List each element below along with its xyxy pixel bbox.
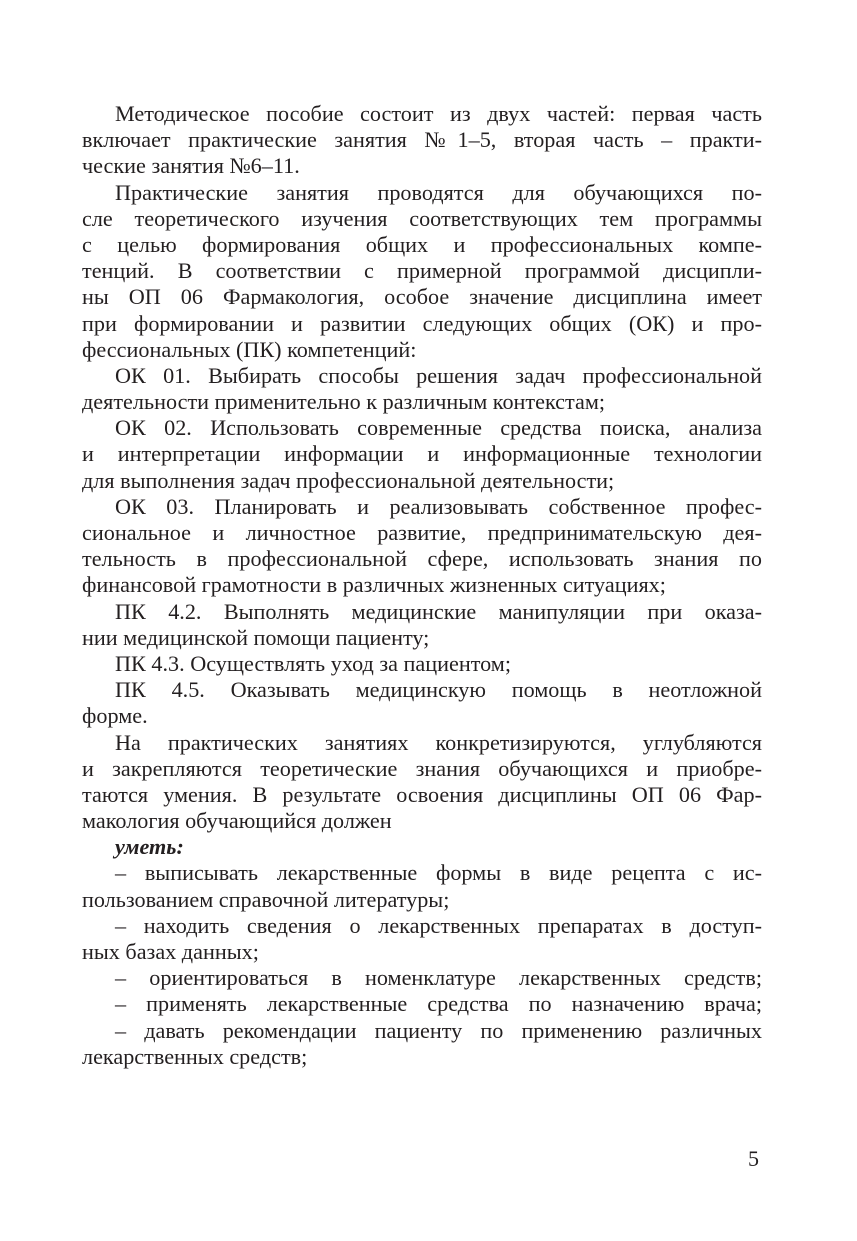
text-line: сиональное и личностное развитие, предпринимательскую дея- xyxy=(82,520,762,545)
text-line: тельность в профессиональной сфере, использовать знания по xyxy=(82,546,762,572)
text-line: – ориентироваться в номенклатуре лекарственных средств; xyxy=(115,965,762,991)
page-number: 5 xyxy=(748,1146,759,1171)
text-line: с целью формирования общих и профессиональных компе- xyxy=(82,231,762,257)
text-line: – применять лекарственные средства по назначению врача; xyxy=(115,991,762,1017)
text-line: ПК 4.3. Осуществлять уход за пациентом; xyxy=(115,650,511,676)
text-line: ПК 4.5. Оказывать медицинскую помощь в неотложной xyxy=(115,677,762,703)
text-line: лекарственных средств; xyxy=(82,1043,308,1069)
text-line: ОК 03. Планировать и реализовывать собственное профес- xyxy=(115,493,762,519)
text-line: ОК 01. Выбирать способы решения задач профессиональной xyxy=(115,362,762,388)
text-line: ны ОП 06 Фармакология, особое значение дисциплина имеет xyxy=(82,284,762,310)
text-line: нии медицинской помощи пациенту; xyxy=(82,624,430,650)
text-line: ных базах данных; xyxy=(82,939,259,964)
text-line: ческие занятия №6–11. xyxy=(82,153,300,179)
text-line: тенций. В соответствии с примерной программой дисципли- xyxy=(82,258,762,284)
text-line: – находить сведения о лекарственных препаратах в доступ- xyxy=(115,912,762,938)
text-line: включает практические занятия №1–5, вторая часть – практи- xyxy=(82,127,762,153)
text-line: Методическое пособие состоит из двух частей: первая часть xyxy=(115,101,762,126)
text-line: макология обучающийся должен xyxy=(82,808,392,834)
text-line: таются умения. В результате освоения дисциплины ОП 06 Фар- xyxy=(82,781,762,807)
text-line: – давать рекомендации пациенту по применению различных xyxy=(115,1017,762,1043)
section-heading: уметь: xyxy=(115,834,184,860)
text-line: ОК 02. Использовать современные средства поиска, анализа xyxy=(115,415,762,441)
text-line: при формировании и развитии следующих общих (ОК) и про- xyxy=(82,310,762,336)
text-line: финансовой грамотности в различных жизненных ситуациях; xyxy=(82,572,666,598)
text-line: и интерпретации информации и информационные технологии xyxy=(82,441,762,467)
text-line: для выполнения задач профессиональной деятельности; xyxy=(82,467,615,493)
text-line: деятельности применительно к различным контекстам; xyxy=(82,389,606,415)
page-text xyxy=(82,101,762,1070)
text-line: – выписывать лекарственные формы в виде рецепта с ис- xyxy=(115,860,762,886)
text-line: сле теоретического изучения соответствующих тем программы xyxy=(82,205,762,231)
text-line: пользованием справочной литературы; xyxy=(82,886,450,912)
text-line: форме. xyxy=(82,703,148,729)
text-line: На практических занятиях конкретизируются, углубляются xyxy=(115,729,762,755)
text-line: и закрепляются теоретические знания обучающихся и приобре- xyxy=(82,755,762,781)
text-line: Практические занятия проводятся для обучающихся по- xyxy=(115,179,762,205)
text-line: фессиональных (ПК) компетенций: xyxy=(82,336,417,362)
text-line: ПК 4.2. Выполнять медицинские манипуляции при оказа- xyxy=(115,598,762,624)
